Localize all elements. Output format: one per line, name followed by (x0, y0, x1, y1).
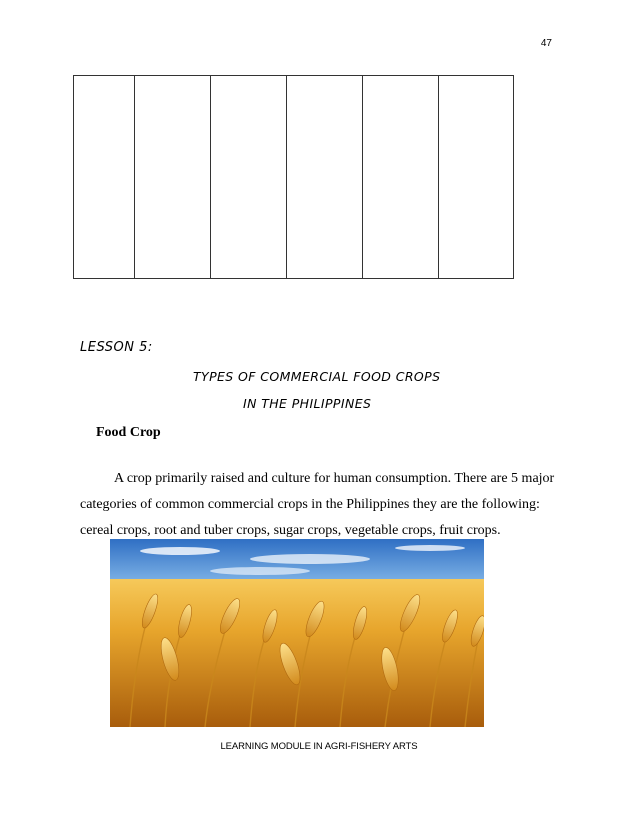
lesson-title-line-2: IN THE PHILIPPINES (243, 396, 372, 411)
table-cell (439, 76, 514, 279)
page-number: 47 (540, 38, 552, 49)
table-cell (363, 76, 439, 279)
table-cell (135, 76, 211, 279)
table-row (74, 76, 514, 279)
footer-text: LEARNING MODULE IN AGRI-FISHERY ARTS (220, 741, 418, 752)
lesson-label: LESSON 5: (80, 340, 153, 355)
empty-grid-table (73, 75, 514, 279)
table-cell (74, 76, 135, 279)
table-cell (211, 76, 287, 279)
wheat-field-photo (110, 539, 484, 727)
section-heading: Food Crop (96, 425, 161, 440)
body-paragraph: A crop primarily raised and culture for human consumption. There are 5 major categories of common commercial crops in the Philippines they are the following: cereal crops, root and tuber crops, sugar crops, vegetable crops, fruit crops. (80, 471, 555, 538)
table-cell (287, 76, 363, 279)
lesson-title-line-1: TYPES OF COMMERCIAL FOOD CROPS (193, 369, 441, 384)
